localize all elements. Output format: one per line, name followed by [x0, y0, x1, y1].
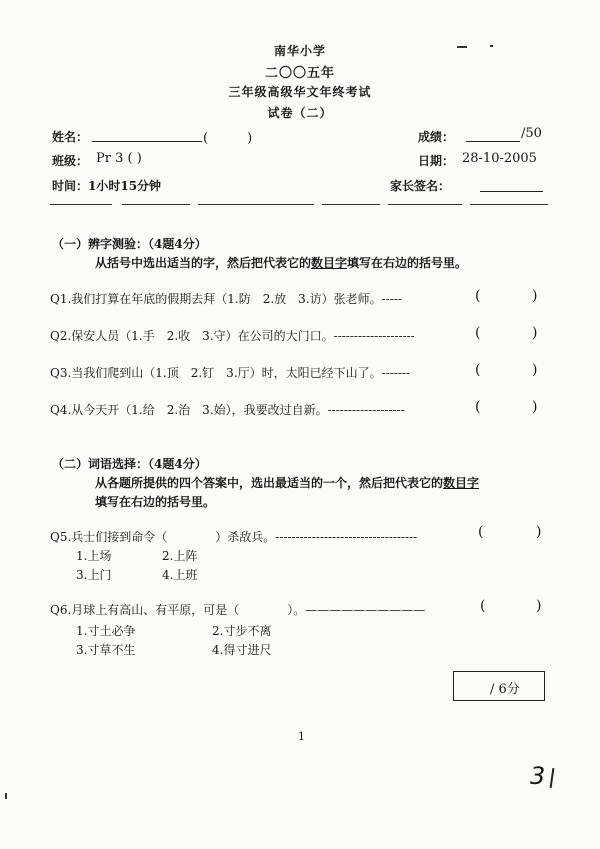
q6-option-2: 2.寸步不离: [212, 624, 272, 638]
question-q3: Q3.当我们爬到山（1.顶 2.钉 3.厅）时，太阳已经下山了。-------: [50, 366, 411, 380]
class-value[interactable]: Pr 3 ( ): [96, 151, 142, 166]
scan-speck: [457, 46, 467, 48]
divider-segment: [50, 204, 112, 205]
q5-option-2: 2.上阵: [162, 549, 198, 563]
answer-bracket-right: ): [532, 288, 538, 304]
answer-bracket-right: ): [532, 362, 538, 378]
divider-segment: [122, 204, 190, 205]
section1-instruction: 从括号中选出适当的字，然后把代表它的数目字填写在右边的括号里。: [95, 256, 468, 270]
divider-segment: [322, 204, 380, 205]
section-score-text: / 6分: [490, 682, 520, 697]
divider-segment: [198, 204, 314, 205]
divider-segment: [470, 204, 548, 205]
answer-bracket-left: (: [478, 524, 484, 540]
handwritten-mark: 3: [530, 762, 553, 790]
date-value: 28-10-2005: [462, 151, 537, 166]
question-q6: Q6.月球上有高山、有平原，可是（ ）。——————————: [50, 603, 426, 617]
class-label: 班级：: [52, 154, 89, 168]
answer-bracket-left: (: [480, 598, 486, 614]
name-field[interactable]: [92, 128, 202, 142]
question-q1: Q1.我们打算在年底的假期去拜（1.防 2.放 3.访）张老师。-----: [50, 292, 402, 306]
answer-bracket-left: (: [475, 325, 481, 341]
exam-title: 三年级高级华文年终考试: [228, 85, 372, 99]
answer-bracket-left: (: [475, 399, 481, 415]
time-label: 时间：1小时15分钟: [52, 179, 162, 193]
section2-title: （二）词语选择：（4题4分）: [52, 457, 207, 471]
name-bracket: ( ): [203, 131, 253, 146]
paper-title: 试卷（二）: [267, 106, 333, 120]
q6-option-1: 1.寸土必争: [76, 624, 136, 638]
parent-signature-field[interactable]: [480, 178, 543, 192]
answer-bracket-right: ): [536, 598, 542, 614]
parent-signature-label: 家长签名：: [390, 179, 451, 193]
answer-bracket-left: (: [475, 288, 481, 304]
question-q4: Q4.从今天开（1.给 2.治 3.始），我要改过自新。-------------------: [50, 403, 405, 417]
date-label: 日期：: [418, 154, 455, 168]
name-label: 姓名：: [52, 130, 89, 144]
question-q2: Q2.保安人员（1.手 2.收 3.守）在公司的大门口。--------------------: [50, 329, 415, 343]
q6-option-4: 4.得寸进尺: [212, 643, 272, 657]
section2-instruction-line2: 填写在右边的括号里。: [95, 495, 216, 509]
page-number: 1: [298, 730, 305, 743]
score-total: /50: [521, 126, 542, 141]
score-field[interactable]: [466, 128, 520, 142]
answer-bracket-left: (: [475, 362, 481, 378]
section1-title: （一）辨字测验：（4题4分）: [52, 237, 207, 251]
scan-speck: [5, 793, 7, 799]
divider-segment: [388, 204, 462, 205]
q5-option-3: 3.上门: [76, 568, 112, 582]
q5-option-4: 4.上班: [162, 568, 198, 582]
q5-option-1: 1.上场: [76, 549, 112, 563]
section2-instruction-line1: 从各题所提供的四个答案中，选出最适当的一个，然后把代表它的数目字: [95, 476, 480, 490]
exam-year: 二〇〇五年: [264, 66, 335, 81]
q6-option-3: 3.寸草不生: [76, 643, 136, 657]
answer-bracket-right: ): [532, 399, 538, 415]
question-q5: Q5.兵士们接到命令（ ）杀敌兵。-----------------------------------: [50, 530, 418, 544]
answer-bracket-right: ): [536, 524, 542, 540]
answer-bracket-right: ): [532, 325, 538, 341]
scan-speck: [490, 45, 493, 47]
score-label: 成绩：: [418, 130, 455, 144]
school-name: 南华小学: [273, 44, 326, 58]
